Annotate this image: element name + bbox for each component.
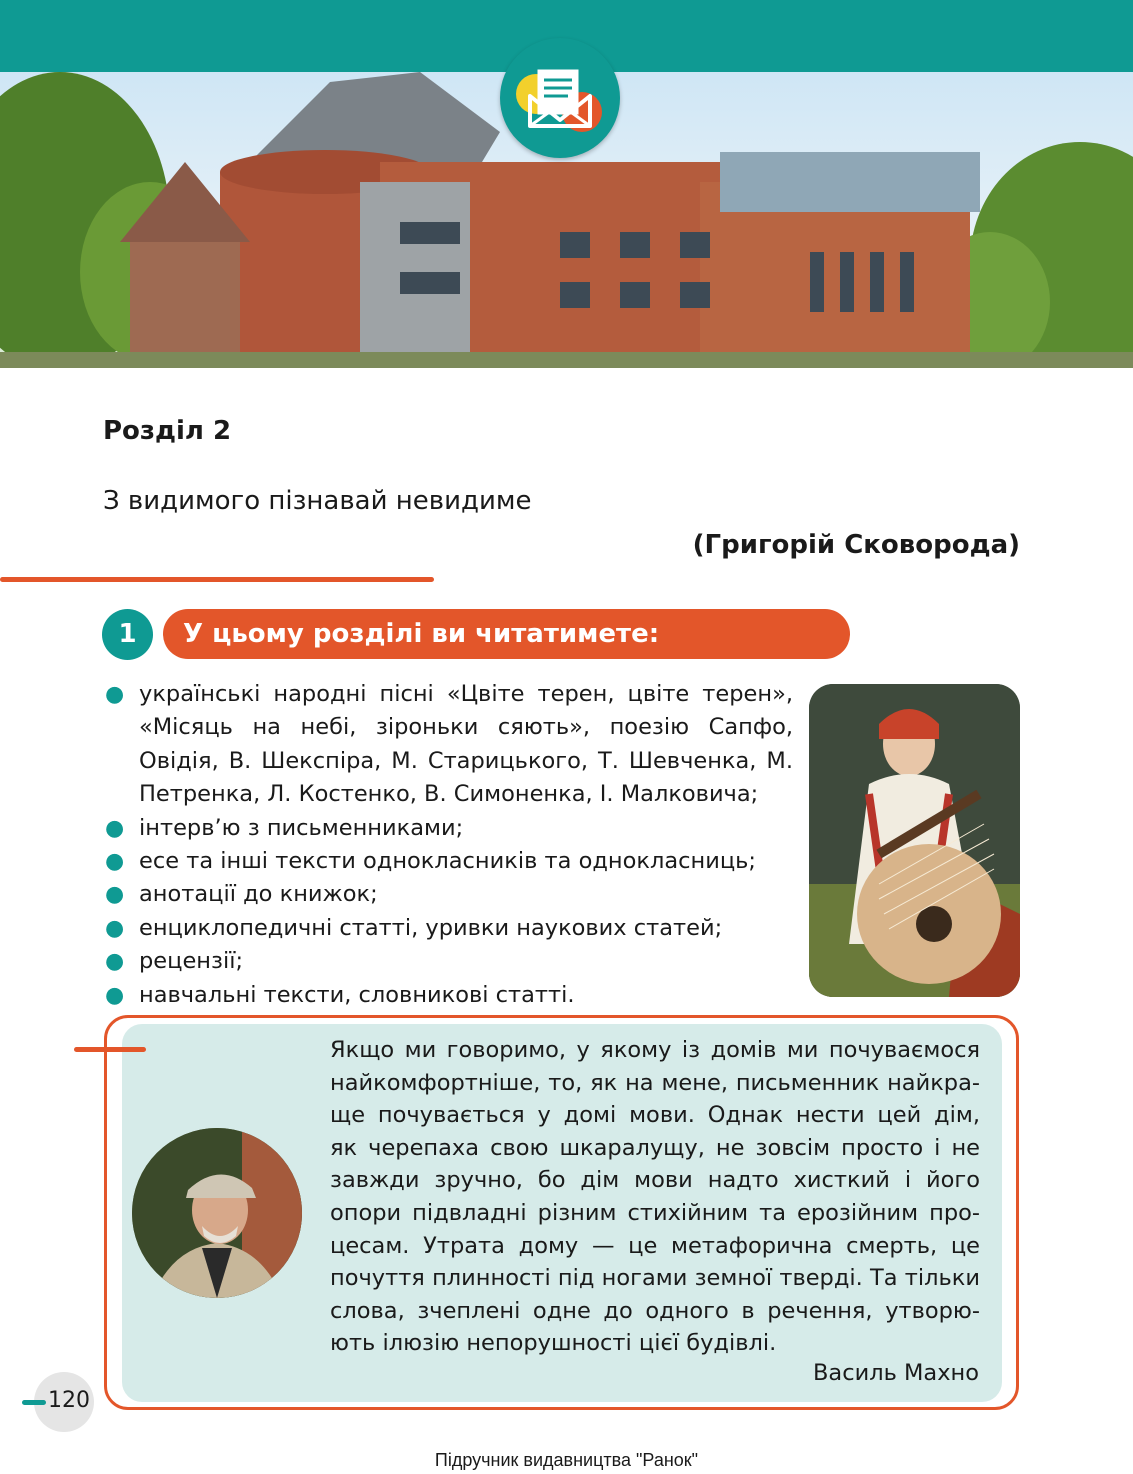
list-item: ● інтерв’ю з письменниками; xyxy=(103,812,793,845)
bullet-dot-icon: ● xyxy=(105,982,125,1008)
epigraph: З видимого пізнавай невидиме xyxy=(103,486,532,516)
quote-line: Якщо ми говоримо, у якому із домів ми почуваємося xyxy=(330,1037,980,1063)
photo-woman-with-bandura xyxy=(809,684,1020,997)
task-heading: У цьому розділі ви читатимете: xyxy=(163,609,850,659)
quote-line: почуття плинності під ногами земної тверді. Та тільки xyxy=(330,1265,980,1292)
bullet-dot-icon: ● xyxy=(105,815,125,841)
quote-line: ще почувається у домі мови. Однак нести цей дім, xyxy=(330,1102,980,1129)
bullet-dot-icon: ● xyxy=(105,949,125,975)
task-number-badge: 1 xyxy=(102,609,153,660)
envelope-glyph xyxy=(500,38,620,158)
bullet-dot-icon: ● xyxy=(105,849,125,875)
section-label: Розділ 2 xyxy=(103,416,232,446)
bullet-dot-icon: ● xyxy=(105,882,125,908)
author-portrait xyxy=(132,1128,302,1298)
list-item: ● есе та інші тексти однокласників та однокласниць; xyxy=(103,845,793,878)
quote-line: найкомфортніше, то, як на мене, письменник найкра- xyxy=(330,1069,980,1096)
quote-line: як черепаха свою шкаралущу, не зовсім просто і не xyxy=(330,1134,980,1161)
quote-line: слова, зчеплені одне до одного в речення, утворю- xyxy=(330,1297,980,1324)
quote-text xyxy=(330,1034,980,1360)
quote-accent-line xyxy=(74,1047,146,1052)
reading-list xyxy=(103,678,793,1012)
epigraph-author: (Григорій Сковорода) xyxy=(692,530,1020,560)
quote-line: опори підвладні різним стихійним та ерозійним про- xyxy=(330,1199,980,1226)
bullet-dot-icon: ● xyxy=(105,915,125,941)
list-item: ● українські народні пісні «Цвіте терен, цвіте терен», «Місяць на небі, зіроньки сяють», поезію Сапфо, Овідія, В. Шекспіра, М. Старицького, Т. Шевченка, М. Петренка, Л. Костенко, В. Симоненка, І. Малковича; xyxy=(103,678,793,812)
section-divider xyxy=(0,577,434,582)
letter-envelope-icon xyxy=(500,38,620,158)
list-item: ● енциклопедичні статті, уривки наукових статей; xyxy=(103,912,793,945)
quote-author: Василь Махно xyxy=(812,1360,979,1386)
page-number-dash xyxy=(22,1400,46,1405)
publisher-footer: Підручник видавництва "Ранок" xyxy=(434,1450,699,1470)
author-photo xyxy=(132,1128,302,1298)
quote-line: цесам. Утрата дому — це метафорична смерть, це xyxy=(330,1232,980,1259)
list-item: ● навчальні тексти, словникові статті. xyxy=(103,979,793,1012)
list-item: ● рецензії; xyxy=(103,945,793,978)
quote-line: завжди зручно, бо дім мови надто хисткий і його xyxy=(330,1167,980,1194)
page-number: 120 xyxy=(48,1388,90,1413)
quote-line: ють ілюзію непорушності цієї будівлі. xyxy=(330,1330,777,1357)
list-item: ● анотації до книжок; xyxy=(103,878,793,911)
bandura-illustration xyxy=(809,684,1020,997)
bullet-dot-icon: ● xyxy=(105,682,125,707)
